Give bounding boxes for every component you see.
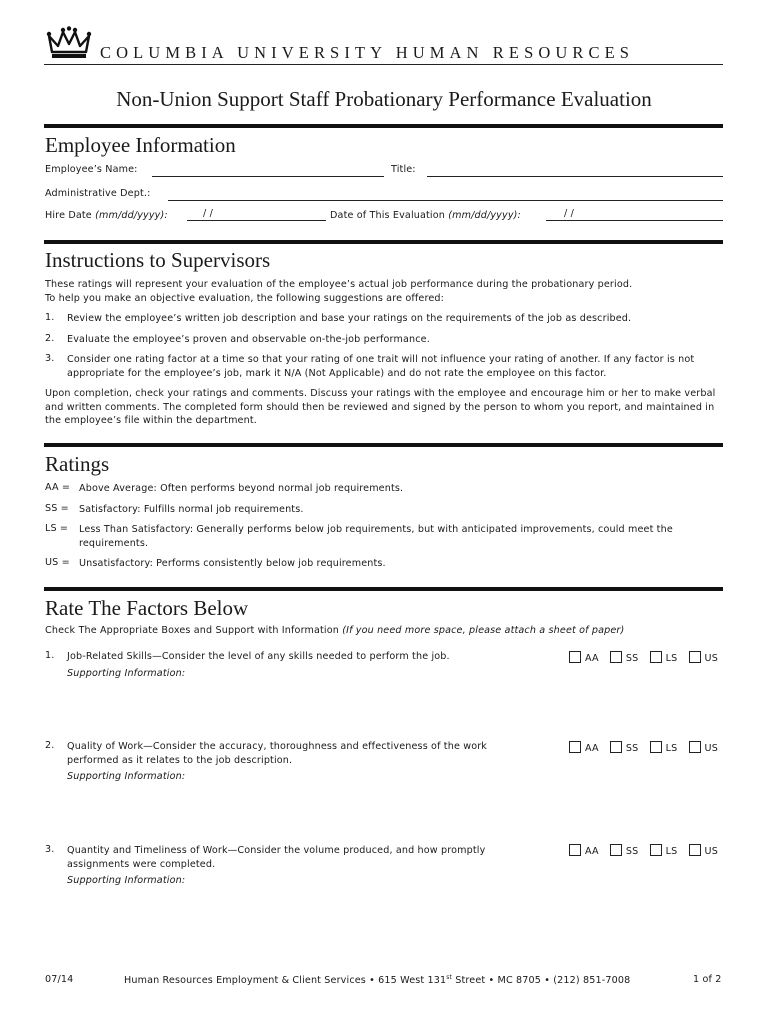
- factor-item: [45, 650, 505, 680]
- supporting-info-area[interactable]: [67, 788, 717, 838]
- rating-code-label: US: [704, 846, 718, 857]
- hire-date-label: [45, 210, 168, 221]
- factor-rating-checkboxes: [569, 741, 726, 754]
- factor-text: Quantity and Timeliness of Work—Consider the volume produced, and how promptly assignments were completed.: [67, 845, 486, 870]
- checkbox-ss[interactable]: [610, 741, 622, 753]
- factors-instruction: [45, 625, 624, 636]
- rating-code-label: SS: [625, 743, 639, 754]
- factor-number: 1.: [45, 650, 55, 661]
- factor-number: 3.: [45, 844, 55, 855]
- footer-address: [124, 974, 630, 986]
- item-text: Consider one rating factor at a time so that your rating of one trait will not influence your rating of another. If any factor is not appropriate for the employee’s job, mark it N/A (Not Applicable) and do not rate the employee on this factor.: [67, 354, 695, 379]
- checkbox-us[interactable]: [689, 741, 701, 753]
- checkbox-aa[interactable]: [569, 651, 581, 663]
- section-heading-factors: Rate The Factors Below: [45, 596, 249, 620]
- instruction-item: [45, 333, 725, 347]
- rating-code: LS =: [45, 523, 69, 534]
- rating-text: Satisfactory: Fulfills normal job requirements.: [79, 503, 304, 515]
- header-rule: [44, 64, 723, 65]
- section-heading-instructions: Instructions to Supervisors: [45, 248, 271, 272]
- item-number: 2.: [45, 332, 55, 344]
- eval-date-label-text: Date of This Evaluation: [330, 210, 446, 221]
- instructions-closing: Upon completion, check your ratings and comments. Discuss your ratings with the employee and encourage him or her to make verbal and written comments. The completed form should then be reviewed and signed by the person to whom you report, and maintained in the employee’s file within the department.: [45, 388, 716, 426]
- footer-address-sup: st: [446, 974, 453, 981]
- instructions-intro-1: These ratings will represent your evaluation of the employee’s actual job performance during the probationary period.: [45, 279, 633, 290]
- hire-date-label-text: Hire Date: [45, 210, 92, 221]
- section-rule: [44, 124, 723, 128]
- section-rule: [44, 240, 723, 244]
- rating-definition: [45, 523, 725, 550]
- rating-code-label: SS: [625, 846, 639, 857]
- supporting-info-area[interactable]: [67, 892, 717, 952]
- section-heading-ratings: Ratings: [45, 452, 110, 476]
- rating-text: Above Average: Often performs beyond normal job requirements.: [79, 483, 404, 494]
- hire-date-format: (mm/dd/yyyy):: [95, 210, 168, 221]
- factor-item: [45, 740, 505, 784]
- rating-code-label: LS: [665, 743, 678, 754]
- rating-code-label: AA: [585, 653, 599, 664]
- supporting-info-area[interactable]: [67, 684, 717, 734]
- item-number: 1.: [45, 312, 55, 323]
- admin-dept-label: Administrative Dept.:: [45, 188, 151, 199]
- factor-text: Job-Related Skills—Consider the level of any skills needed to perform the job.: [67, 651, 450, 662]
- eval-date-format: (mm/dd/yyyy):: [448, 210, 521, 221]
- rating-definition: [45, 557, 725, 571]
- org-name: COLUMBIA UNIVERSITY HUMAN RESOURCES: [100, 43, 635, 62]
- checkbox-ls[interactable]: [650, 844, 662, 856]
- rating-code-label: AA: [585, 846, 599, 857]
- rating-code-label: LS: [665, 653, 678, 664]
- rating-text: Unsatisfactory: Performs consistently below job requirements.: [79, 558, 386, 569]
- factor-number: 2.: [45, 740, 55, 751]
- rating-code: AA =: [45, 482, 71, 493]
- supporting-info-label: Supporting Information:: [67, 667, 186, 679]
- rating-code-label: US: [704, 653, 718, 664]
- rating-definition: [45, 482, 725, 496]
- rating-code: US =: [45, 557, 70, 568]
- instructions-intro-2: To help you make an objective evaluation, the following suggestions are offered:: [45, 292, 445, 304]
- factors-instruction-note: (If you need more space, please attach a sheet of paper): [342, 625, 625, 636]
- checkbox-aa[interactable]: [569, 844, 581, 856]
- eval-date-label: [330, 210, 521, 221]
- employee-name-field[interactable]: [152, 164, 384, 177]
- instruction-item: [45, 353, 725, 380]
- rating-code-label: SS: [625, 653, 639, 664]
- checkbox-us[interactable]: [689, 844, 701, 856]
- document-title: Non-Union Support Staff Probationary Performance Evaluation: [116, 87, 652, 111]
- factors-instruction-text: Check The Appropriate Boxes and Support with Information: [45, 625, 339, 636]
- factor-rating-checkboxes: [569, 651, 726, 664]
- footer-page-number: 1 of 2: [693, 974, 722, 985]
- factor-rating-checkboxes: [569, 844, 726, 857]
- eval-date-field[interactable]: / /: [546, 209, 723, 221]
- instructions-body: [45, 278, 725, 428]
- item-text: Review the employee’s written job description and base your ratings on the requirements of the job as described.: [67, 313, 632, 324]
- section-rule: [44, 587, 723, 591]
- admin-dept-field[interactable]: [168, 188, 723, 201]
- rating-code-label: US: [704, 743, 718, 754]
- checkbox-us[interactable]: [689, 651, 701, 663]
- rating-text: Less Than Satisfactory: Generally performs below job requirements, but with anticipated improvements, could meet the requirements.: [79, 524, 673, 549]
- ratings-legend: [45, 482, 725, 571]
- checkbox-ls[interactable]: [650, 651, 662, 663]
- supporting-info-label: Supporting Information:: [67, 771, 186, 782]
- employee-name-label: Employee’s Name:: [45, 164, 138, 175]
- checkbox-aa[interactable]: [569, 741, 581, 753]
- factor-text: Quality of Work—Consider the accuracy, thoroughness and effectiveness of the work performed as it relates to the job description.: [67, 741, 488, 766]
- footer-revision: 07/14: [45, 974, 74, 985]
- item-text: Evaluate the employee’s proven and observable on-the-job performance.: [67, 333, 430, 345]
- crown-logo: [46, 26, 92, 60]
- factor-item: [45, 844, 505, 888]
- supporting-info-label: Supporting Information:: [67, 875, 186, 886]
- rating-code-label: LS: [665, 846, 678, 857]
- checkbox-ss[interactable]: [610, 844, 622, 856]
- title-label: Title:: [391, 164, 416, 175]
- footer-address-rest: Street • MC 8705 • (212) 851-7008: [452, 975, 631, 987]
- checkbox-ss[interactable]: [610, 651, 622, 663]
- section-heading-employee-info: Employee Information: [45, 133, 236, 157]
- section-rule: [44, 443, 723, 447]
- title-field[interactable]: [427, 164, 723, 177]
- checkbox-ls[interactable]: [650, 741, 662, 753]
- rating-definition: [45, 503, 725, 517]
- rating-code: SS =: [45, 502, 69, 514]
- rating-code-label: AA: [585, 743, 599, 754]
- item-number: 3.: [45, 353, 55, 364]
- hire-date-field[interactable]: / /: [187, 209, 326, 221]
- footer-address-text: Human Resources Employment & Client Services • 615 West 131: [124, 975, 447, 987]
- instruction-item: [45, 312, 725, 326]
